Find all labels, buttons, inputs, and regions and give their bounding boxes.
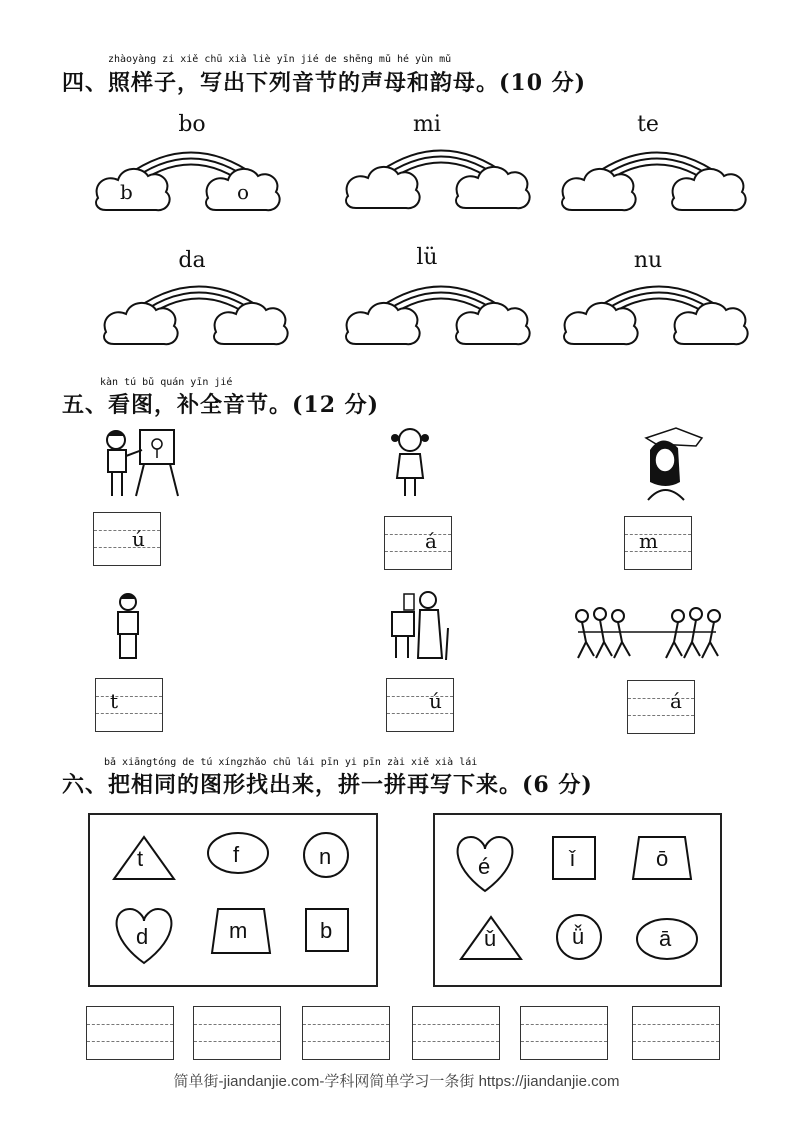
left-shape-letter-6: b [320,918,333,943]
pinyin-answer-box-6[interactable] [632,1006,720,1060]
left-shape-letter-1: t [137,846,144,871]
syllable-3: te [637,112,659,137]
pinyin-answer-box-2[interactable] [193,1006,281,1060]
section4-pinyin: zhàoyàng zi xiě chū xià liè yīn jié de shēng mǔ hé yùn mǔ [108,54,452,65]
pinyin-answer-box-5[interactable] [520,1006,608,1060]
girl-icon [385,424,435,500]
section5-heading: 五、看图，补全音节。(12 分) [62,392,380,418]
answer-hint-1: ú [132,527,145,551]
left-shape-letter-2: f [233,842,240,867]
left-shape-letter-5: m [229,918,248,943]
syllable-1: bo [178,112,206,137]
shapes-right [433,813,723,987]
answer-box-4[interactable] [95,678,163,732]
right-shape-letter-5: ǚ [572,924,585,949]
answer-box-6[interactable] [627,680,695,734]
rainbow-4 [104,287,288,345]
right-shape-letter-3: ō [656,846,669,871]
section5-pinyin: kàn tú bǔ quán yīn jié [100,377,233,388]
left-shape-letter-4: d [136,924,149,949]
painting-icon [100,426,180,500]
grandpa-icon [384,588,454,662]
hair-icon [636,424,706,504]
right-shape-letter-2: ǐ [570,846,575,871]
syllable-6: nu [633,248,663,273]
left-shape-letter-3: n [319,844,332,869]
answer-hint-4: t [110,689,119,713]
example-final: o [237,180,250,204]
rainbow-6 [564,287,748,345]
tug-of-war-icon [568,602,726,662]
rainbow-3 [562,153,746,211]
rainbow-clouds [0,0,793,360]
answer-box-3[interactable] [624,516,692,570]
syllable-2: mi [413,112,441,137]
section6-heading: 六、把相同的图形找出来，拼一拼再写下来。(6 分) [62,772,593,798]
answer-box-1[interactable] [93,512,161,566]
example-initial: b [120,180,133,204]
boy-icon [108,592,148,662]
pinyin-answer-box-4[interactable] [412,1006,500,1060]
shapes-left [88,813,378,987]
right-shape-letter-4: ǔ [484,926,497,951]
pinyin-answer-box-1[interactable] [86,1006,174,1060]
answer-hint-2: á [425,529,437,553]
section4-heading: 四、照样子，写出下列音节的声母和韵母。(10 分) [62,70,587,96]
answer-box-2[interactable] [384,516,452,570]
syllable-5: lü [416,245,438,270]
answer-hint-5: ú [429,689,442,713]
answer-box-5[interactable] [386,678,454,732]
rainbow-2 [346,151,530,209]
answer-hint-3: m [639,529,658,553]
rainbow-5 [346,287,530,345]
syllable-4: da [178,248,206,273]
pinyin-answer-box-3[interactable] [302,1006,390,1060]
answer-hint-6: á [670,689,682,713]
page-footer: 简单街-jiandanjie.com-学科网简单学习一条街 https://jiandanjie.com [173,1073,620,1090]
section6-pinyin: bǎ xiāngtóng de tú xíngzhǎo chū lái pīn yi pīn zài xiě xià lái [104,757,478,768]
right-shape-letter-1: é [478,854,491,879]
right-shape-letter-6: ā [659,926,672,951]
